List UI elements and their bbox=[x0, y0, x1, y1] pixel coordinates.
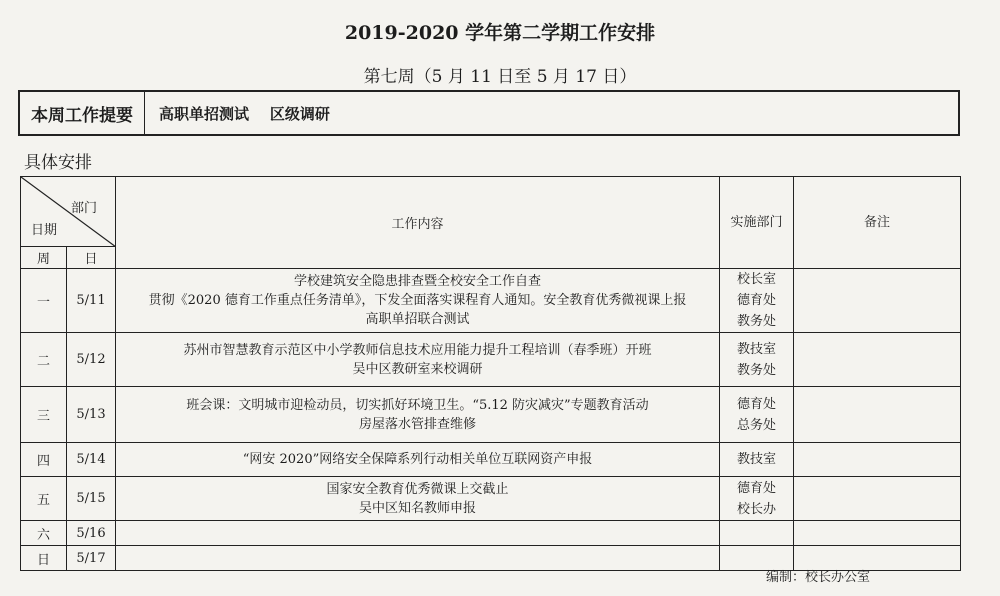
implementer-name: 德育处 bbox=[736, 396, 776, 412]
content-cell bbox=[116, 477, 720, 521]
weekday-cell: 五 bbox=[21, 477, 67, 521]
schedule-row bbox=[21, 387, 961, 443]
notes-cell bbox=[794, 333, 961, 387]
date-cell: 5/13 bbox=[67, 387, 116, 443]
weekday-cell: 日 bbox=[21, 546, 67, 571]
date-cell: 5/12 bbox=[67, 333, 116, 387]
weekly-summary-box bbox=[18, 90, 960, 136]
implementer-name: 总务处 bbox=[736, 417, 776, 433]
header-week: 周 bbox=[21, 247, 67, 269]
content-cell bbox=[116, 521, 720, 546]
implementer-name: 德育处 bbox=[736, 480, 776, 496]
content-line: 高职单招联合测试 bbox=[365, 312, 470, 327]
weekday-cell: 二 bbox=[21, 333, 67, 387]
content-cell bbox=[116, 387, 720, 443]
notes-cell bbox=[794, 477, 961, 521]
header-day: 日 bbox=[67, 247, 116, 269]
notes-cell bbox=[794, 521, 961, 546]
header-implementer: 实施部门 bbox=[720, 177, 794, 269]
summary-label: 本周工作提要 bbox=[20, 92, 145, 134]
implementer-name: 教务处 bbox=[736, 362, 776, 378]
header-content: 工作内容 bbox=[116, 177, 720, 269]
content-line: 贯彻《2020 德育工作重点任务清单》，下发全面落实课程育人通知。安全教育优秀微视课上报 bbox=[148, 293, 687, 308]
section-label: 具体安排 bbox=[24, 153, 92, 173]
header-diagonal-cell bbox=[21, 177, 116, 247]
date-cell: 5/17 bbox=[67, 546, 116, 571]
content-line: 吴中区知名教师申报 bbox=[358, 500, 476, 516]
implementer-cell bbox=[720, 333, 794, 387]
week-subtitle: 第七周（5 月 11 日至 5 月 17 日） bbox=[363, 67, 637, 87]
content-line: 苏州市智慧教育示范区中小学教师信息技术应用能力提升工程培训（春季班）开班 bbox=[183, 342, 652, 358]
compiled-by: 编制：校长办公室 bbox=[766, 570, 871, 585]
content-cell bbox=[116, 546, 720, 571]
implementer-name: 教技室 bbox=[736, 341, 776, 357]
content-cell bbox=[116, 443, 720, 477]
implementer-name: 德育处 bbox=[736, 293, 776, 308]
header-date-label: 日期 bbox=[31, 223, 58, 238]
notes-cell bbox=[794, 387, 961, 443]
implementer-cell bbox=[720, 387, 794, 443]
implementer-cell bbox=[720, 521, 794, 546]
weekday-cell: 六 bbox=[21, 521, 67, 546]
notes-cell bbox=[794, 443, 961, 477]
content-cell bbox=[116, 269, 720, 333]
implementer-name: 校长室 bbox=[736, 272, 776, 287]
content-line: “网安 2020”网络安全保障系列行动相关单位互联网资产申报 bbox=[242, 452, 593, 467]
notes-cell bbox=[794, 269, 961, 333]
date-cell: 5/14 bbox=[67, 443, 116, 477]
implementer-cell bbox=[720, 477, 794, 521]
date-cell: 5/11 bbox=[67, 269, 116, 333]
implementer-name: 校长办 bbox=[736, 501, 776, 517]
page-title: 2019-2020 学年第二学期工作安排 bbox=[344, 22, 656, 44]
header-notes: 备注 bbox=[794, 177, 961, 269]
content-line: 国家安全教育优秀微课上交截止 bbox=[326, 481, 509, 497]
content-line: 房屋落水管排查维修 bbox=[358, 416, 476, 432]
schedule-table bbox=[20, 176, 961, 571]
schedule-row bbox=[21, 269, 961, 333]
date-cell: 5/15 bbox=[67, 477, 116, 521]
content-line: 学校建筑安全隐患排查暨全校安全工作自查 bbox=[293, 274, 541, 289]
schedule-row bbox=[21, 333, 961, 387]
schedule-row bbox=[21, 477, 961, 521]
schedule-row bbox=[21, 443, 961, 477]
schedule-row bbox=[21, 521, 961, 546]
date-cell: 5/16 bbox=[67, 521, 116, 546]
weekday-cell: 一 bbox=[21, 269, 67, 333]
implementer-cell bbox=[720, 269, 794, 333]
content-line: 班会课：文明城市迎检动员，切实抓好环境卫生。“5.12 防灾减灾”专题教育活动 bbox=[186, 397, 649, 413]
implementer-name: 教务处 bbox=[736, 314, 776, 329]
summary-text: 高职单招测试 区级调研 bbox=[159, 104, 330, 123]
implementer-cell bbox=[720, 443, 794, 477]
weekday-cell: 四 bbox=[21, 443, 67, 477]
weekday-cell: 三 bbox=[21, 387, 67, 443]
header-dept-label: 部门 bbox=[70, 201, 97, 216]
content-cell bbox=[116, 333, 720, 387]
content-line: 吴中区教研室来校调研 bbox=[352, 361, 483, 377]
implementer-name: 教技室 bbox=[736, 452, 776, 467]
